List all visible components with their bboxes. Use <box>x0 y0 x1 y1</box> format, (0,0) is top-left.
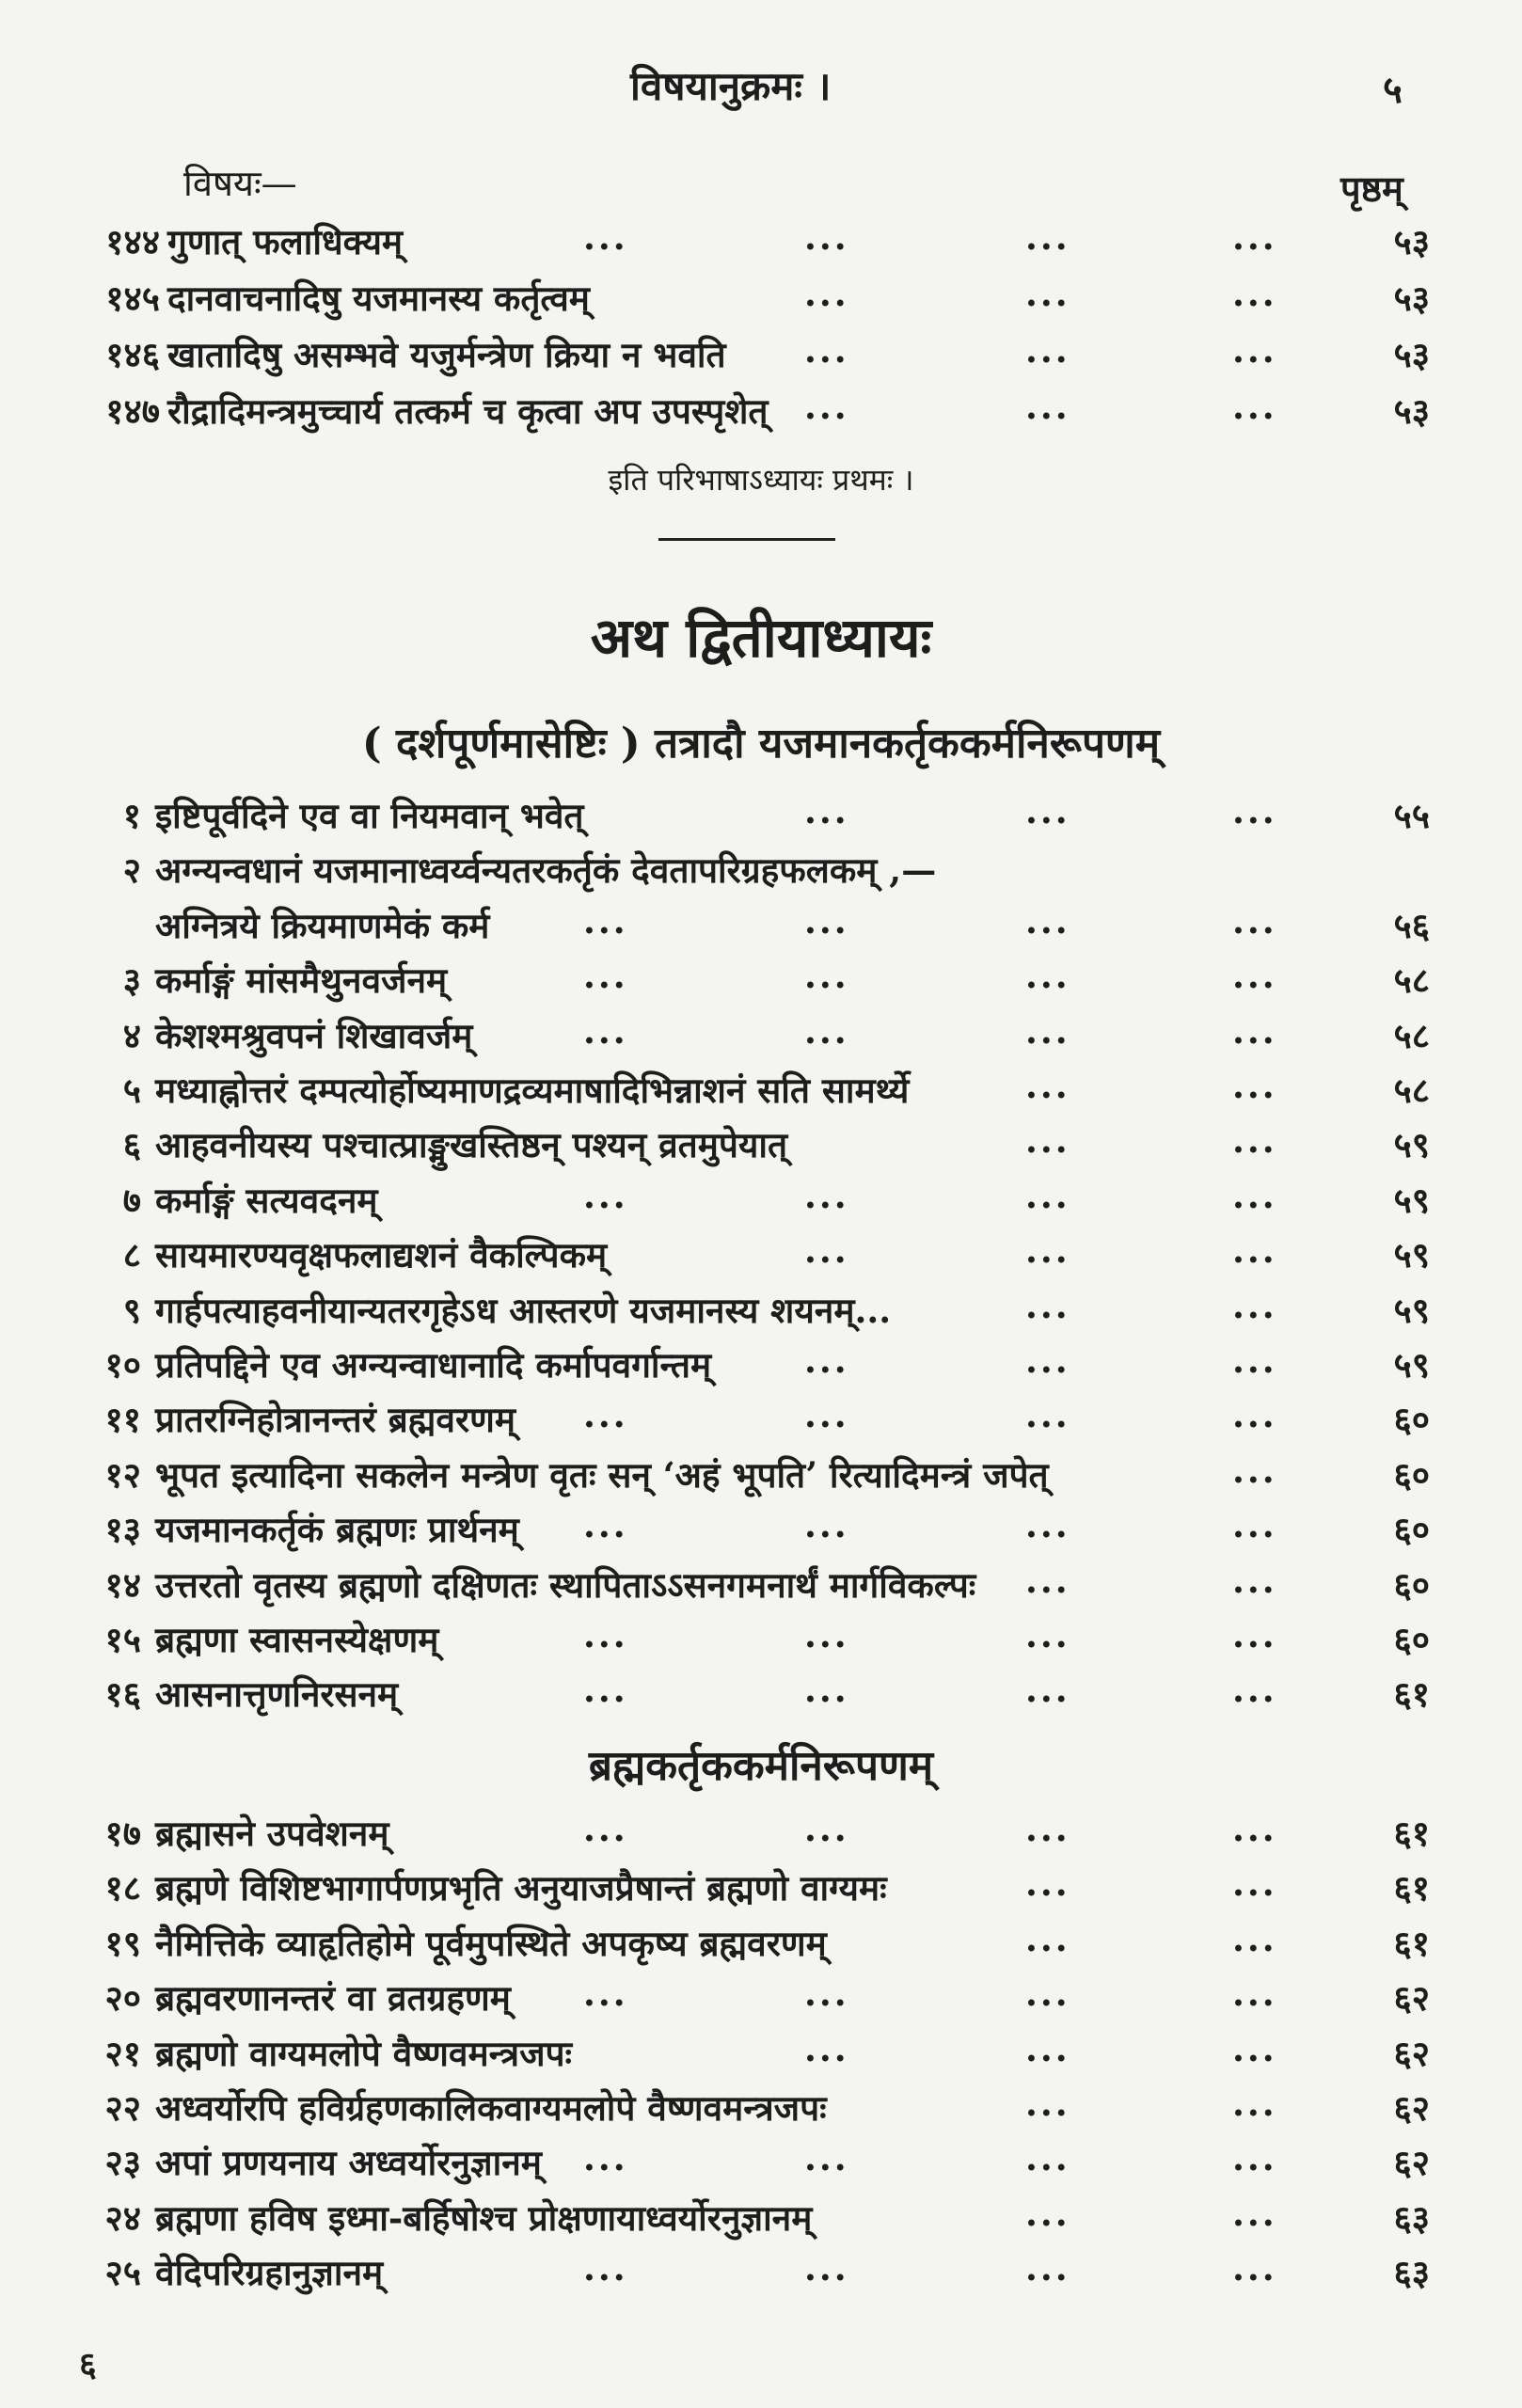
entry-title: आसनात्तृणनिरसनम् <box>155 1673 399 1716</box>
leader-dots: ... <box>1025 2137 1070 2179</box>
leader-dots: ... <box>1025 216 1070 258</box>
leader-dots: ... <box>1232 1174 1277 1216</box>
entry-number: १ <box>122 795 141 836</box>
toc-entry <box>0 1862 1522 1915</box>
leader-dots: ... <box>1232 955 1277 997</box>
entry-number: १४७ <box>105 390 160 432</box>
entry-page: ५९ <box>1393 1234 1430 1276</box>
leader-dots: ... <box>1232 1339 1277 1381</box>
entry-number: ४ <box>122 1014 141 1056</box>
entry-title: अग्नित्रये क्रियमाणमेकं कर्म <box>155 904 490 946</box>
entry-number: ९ <box>122 1289 141 1331</box>
leader-dots: ... <box>1025 2247 1070 2289</box>
toc-entry <box>0 900 1522 953</box>
entry-number: १९ <box>104 1922 141 1964</box>
entry-page: ५६ <box>1393 904 1430 946</box>
leader-dots: ... <box>1232 2137 1277 2179</box>
leader-dots: ... <box>1025 273 1070 314</box>
toc-entry <box>0 1285 1522 1338</box>
entry-number: ८ <box>122 1234 141 1276</box>
entry-title: प्रातरग्निहोत्रानन्तरं ब्रह्मवरणम् <box>155 1399 515 1441</box>
toc-entry <box>0 845 1522 897</box>
leader-dots: ... <box>1232 1449 1277 1491</box>
toc-entry <box>0 1972 1522 2025</box>
leader-dots: ... <box>804 1669 849 1711</box>
entry-number: ११ <box>104 1399 141 1441</box>
leader-dots: ... <box>1232 1559 1277 1601</box>
leader-dots: ... <box>1025 1862 1070 1905</box>
entry-page: ६२ <box>1393 1977 1430 2020</box>
entry-page: ६० <box>1393 1619 1430 1660</box>
subject-column-heading: विषयः— <box>183 163 297 204</box>
leader-dots: ... <box>1025 1504 1070 1546</box>
leader-dots: ... <box>804 216 849 258</box>
leader-dots: ... <box>1232 2027 1277 2069</box>
toc-entry <box>0 1339 1522 1392</box>
leader-dots: ... <box>1025 1917 1070 1959</box>
entry-title: यजमानकर्तृकं ब्रह्मणः प्रार्थनम् <box>155 1509 519 1551</box>
leader-dots: ... <box>583 1808 628 1849</box>
leader-dots: ... <box>804 790 849 832</box>
entry-title: प्रतिपद्दिने एव अग्न्यन्वाधानादि कर्मापवर्गान्तम् <box>155 1344 712 1386</box>
leader-dots: ... <box>1232 790 1277 832</box>
entry-title: सायमारण्यवृक्षफलाद्यशनं वैकल्पिकम् <box>155 1234 608 1276</box>
toc-entry <box>0 1560 1522 1612</box>
entry-page: ५९ <box>1393 1344 1430 1386</box>
leader-dots: ... <box>804 1972 849 2015</box>
leader-dots: ... <box>1025 955 1070 997</box>
leader-dots: ... <box>583 1972 628 2015</box>
entry-number: ३ <box>122 959 141 1002</box>
entry-title: ब्रह्मवरणानन्तरं वा व्रतग्रहणम् <box>155 1977 511 2020</box>
entry-number: १७ <box>104 1813 141 1854</box>
entry-page: ६० <box>1393 1453 1430 1496</box>
leader-dots: ... <box>583 1669 628 1711</box>
leader-dots: ... <box>1025 386 1070 427</box>
leader-dots: ... <box>804 1614 849 1656</box>
entry-title: केशश्मश्रुवपनं शिखावर्जम् <box>155 1014 473 1056</box>
toc-entry <box>0 2247 1522 2300</box>
page-number: ५ <box>1383 68 1403 112</box>
entry-page: ६२ <box>1393 2032 1430 2074</box>
leader-dots: ... <box>1025 1614 1070 1656</box>
leader-dots: ... <box>1232 386 1277 427</box>
entry-number: २३ <box>104 2142 141 2184</box>
entry-number: १२ <box>104 1453 141 1496</box>
chapter-colophon: इति परिभाषाऽध्यायः प्रथमः । <box>608 462 914 498</box>
leader-dots: ... <box>804 1394 849 1436</box>
entry-page: ६२ <box>1393 2142 1430 2184</box>
toc-entry <box>0 1808 1522 1861</box>
leader-dots: ... <box>1232 1917 1277 1959</box>
leader-dots: ... <box>1232 1614 1277 1656</box>
leader-dots: ... <box>1025 899 1070 942</box>
toc-entry <box>0 1394 1522 1447</box>
leader-dots: ... <box>804 1808 849 1849</box>
entry-number: ५ <box>122 1069 141 1111</box>
entry-number: १५ <box>104 1619 141 1660</box>
signature-mark: ६ <box>79 2345 97 2384</box>
leader-dots: ... <box>583 1614 628 1656</box>
leader-dots: ... <box>1232 1284 1277 1326</box>
leader-dots: ... <box>804 955 849 997</box>
entry-number: २५ <box>104 2252 141 2294</box>
entry-title: कर्माङ्गं सत्यवदनम् <box>155 1179 378 1221</box>
toc-entry <box>0 1119 1522 1172</box>
leader-dots: ... <box>583 216 628 258</box>
entry-title: आहवनीयस्य पश्चात्प्राङ्मुखस्तिष्ठन् पश्यन् व्रतमुपेयात् <box>155 1124 788 1166</box>
leader-dots: ... <box>1232 2192 1277 2234</box>
leader-dots: ... <box>804 1229 849 1272</box>
page-column-heading: पृष्ठम् <box>1340 167 1403 210</box>
toc-entry <box>0 216 1522 269</box>
entry-page: ५९ <box>1393 1124 1430 1166</box>
leader-dots: ... <box>1232 1808 1277 1849</box>
entry-number: २४ <box>104 2196 141 2239</box>
entry-title: खातादिषु असम्भवे यजुर्मन्त्रेण क्रिया न भवति <box>167 334 726 375</box>
entry-number: १४४ <box>105 221 160 262</box>
leader-dots: ... <box>1025 2083 1070 2124</box>
leader-dots: ... <box>804 329 849 371</box>
leader-dots: ... <box>1232 1394 1277 1436</box>
entry-number: ७ <box>122 1179 141 1221</box>
leader-dots: ... <box>1025 1229 1070 1272</box>
leader-dots: ... <box>583 2137 628 2179</box>
leader-dots: ... <box>1025 1808 1070 1849</box>
entry-title: ब्रह्मणा स्वासनस्येक्षणम् <box>155 1619 439 1660</box>
leader-dots: ... <box>804 899 849 942</box>
chapter-title: अथ द्वितीयाध्यायः <box>590 606 932 670</box>
leader-dots: ... <box>1232 329 1277 371</box>
leader-dots: ... <box>1232 1065 1277 1106</box>
leader-dots: ... <box>583 1394 628 1436</box>
entry-title: भूपत इत्यादिना सकलेन मन्त्रेण वृतः सन् ‘अहं भूपति’ रित्यादिमन्त्रं जपेत् <box>155 1453 1049 1496</box>
entry-title: अध्वर्योरपि हविर्ग्रहणकालिकवाग्यमलोपे वैष्णवमन्त्रजपः <box>155 2087 827 2129</box>
entry-title: वेदिपरिग्रहानुज्ञानम् <box>155 2252 384 2294</box>
leader-dots: ... <box>1025 1119 1070 1162</box>
leader-dots: ... <box>1025 1065 1070 1106</box>
leader-dots: ... <box>583 1504 628 1546</box>
leader-dots: ... <box>1232 2083 1277 2124</box>
entry-title: रौद्रादिमन्त्रमुच्चार्य तत्कर्म च कृत्वा अप उपस्पृशेत् <box>167 390 769 432</box>
entry-title: नैमित्तिके व्याहृतिहोमे पूर्वमुपस्थिते अपकृष्य ब्रह्मवरणम् <box>155 1922 827 1964</box>
toc-entry <box>0 2028 1522 2081</box>
leader-dots: ... <box>804 2247 849 2289</box>
divider-rule <box>658 538 835 541</box>
entry-page: ५३ <box>1393 390 1430 432</box>
entry-number: १३ <box>104 1509 141 1551</box>
section-title-yajamana: ( दर्शपूर्णमासेष्टिः ) तत्रादौ यजमानकर्तृककर्मनिरूपणम् <box>361 720 1161 768</box>
toc-entry <box>0 273 1522 325</box>
toc-entry <box>0 1065 1522 1117</box>
leader-dots: ... <box>804 1504 849 1546</box>
toc-entry <box>0 790 1522 843</box>
leader-dots: ... <box>583 1174 628 1216</box>
entry-title: उत्तरतो वृतस्य ब्रह्मणो दक्षिणतः स्थापिताऽऽसनगमनार्थं मार्गविकल्पः <box>155 1563 976 1606</box>
leader-dots: ... <box>1232 1669 1277 1711</box>
entry-page: ६३ <box>1393 2252 1430 2294</box>
leader-dots: ... <box>1025 1669 1070 1711</box>
toc-entry <box>0 1918 1522 1971</box>
entry-page: ५८ <box>1393 1069 1430 1111</box>
entry-number: १८ <box>104 1867 141 1909</box>
leader-dots: ... <box>1025 2192 1070 2234</box>
leader-dots: ... <box>583 2247 628 2289</box>
entry-title: ब्रह्मणो वाग्यमलोपे वैष्णवमन्त्रजपः <box>155 2032 573 2074</box>
entry-number: १४६ <box>105 334 160 375</box>
entry-title: अपां प्रणयनाय अध्वर्योरनुज्ञानम् <box>155 2142 542 2184</box>
leader-dots: ... <box>1232 1862 1277 1905</box>
leader-dots: ... <box>804 2027 849 2069</box>
leader-dots: ... <box>1232 273 1277 314</box>
toc-entry <box>0 386 1522 438</box>
running-header <box>0 58 1522 115</box>
leader-dots: ... <box>804 1009 849 1052</box>
entry-page: ५८ <box>1393 1014 1430 1056</box>
leader-dots: ... <box>583 955 628 997</box>
entry-title: ब्रह्मासने उपवेशनम् <box>155 1813 389 1854</box>
entry-number: २२ <box>104 2087 141 2129</box>
entry-number: २० <box>104 1977 141 2020</box>
leader-dots: ... <box>804 1174 849 1216</box>
section-title-brahma: ब्रह्मकर्तृककर्मनिरूपणम् <box>588 1742 934 1790</box>
toc-entry <box>0 2193 1522 2245</box>
entry-page: ५३ <box>1393 221 1430 262</box>
leader-dots: ... <box>1025 1339 1070 1381</box>
entry-number: १४ <box>104 1563 141 1606</box>
entry-page: ५९ <box>1393 1179 1430 1221</box>
leader-dots: ... <box>1232 1504 1277 1546</box>
entry-title: दानवाचनादिषु यजमानस्य कर्तृत्वम् <box>167 277 590 319</box>
entry-page: ६१ <box>1393 1813 1430 1854</box>
leader-dots: ... <box>1025 2027 1070 2069</box>
leader-dots: ... <box>1232 1009 1277 1052</box>
leader-dots: ... <box>1025 1394 1070 1436</box>
leader-dots: ... <box>1232 1119 1277 1162</box>
entry-page: ६३ <box>1393 2196 1430 2239</box>
entry-page: ६० <box>1393 1509 1430 1551</box>
toc-entry <box>0 1614 1522 1667</box>
entry-page: ५८ <box>1393 959 1430 1002</box>
entry-title: अग्न्यन्वधानं यजमानाध्वर्य्वन्यतरकर्तृकं देवतापरिग्रहफलकम् ,— <box>155 849 937 892</box>
entry-number: २१ <box>104 2032 141 2074</box>
leader-dots: ... <box>583 899 628 942</box>
leader-dots: ... <box>1025 329 1070 371</box>
entry-number: १६ <box>104 1673 141 1716</box>
toc-entry <box>0 1504 1522 1557</box>
toc-entry <box>0 955 1522 1007</box>
toc-entry <box>0 1010 1522 1063</box>
leader-dots: ... <box>1025 1559 1070 1601</box>
entry-number: २ <box>122 849 141 892</box>
leader-dots: ... <box>1232 1972 1277 2015</box>
entry-number: १४५ <box>105 277 160 319</box>
toc-entry <box>0 2137 1522 2190</box>
leader-dots: ... <box>1025 790 1070 832</box>
entry-page: ६० <box>1393 1563 1430 1606</box>
leader-dots: ... <box>1232 1229 1277 1272</box>
leader-dots: ... <box>1025 1174 1070 1216</box>
leader-dots: ... <box>1025 1972 1070 2015</box>
entry-number: १० <box>104 1344 141 1386</box>
toc-entry <box>0 1669 1522 1721</box>
column-headings <box>0 158 1522 210</box>
leader-dots: ... <box>1232 899 1277 942</box>
entry-title: इष्टिपूर्वदिने एव वा नियमवान् भवेत् <box>155 795 584 836</box>
entry-page: ५५ <box>1393 795 1430 836</box>
entry-page: ६० <box>1393 1399 1430 1441</box>
leader-dots: ... <box>804 2137 849 2179</box>
entry-page: ६१ <box>1393 1673 1430 1716</box>
entry-number: ६ <box>122 1124 141 1166</box>
leader-dots: ... <box>1232 2247 1277 2289</box>
entry-page: ६१ <box>1393 1867 1430 1909</box>
toc-entry <box>0 2083 1522 2135</box>
toc-entry <box>0 1229 1522 1282</box>
entry-page: ५३ <box>1393 334 1430 375</box>
leader-dots: ... <box>804 273 849 314</box>
entry-page: ५९ <box>1393 1289 1430 1331</box>
entry-page: ६१ <box>1393 1922 1430 1964</box>
leader-dots: ... <box>804 1339 849 1381</box>
running-title: विषयानुक्रमः । <box>630 63 832 109</box>
entry-page: ५३ <box>1393 277 1430 319</box>
toc-entry <box>0 329 1522 382</box>
toc-entry <box>0 1450 1522 1502</box>
leader-dots: ... <box>583 1009 628 1052</box>
entry-page: ६२ <box>1393 2087 1430 2129</box>
leader-dots: ... <box>804 386 849 427</box>
entry-title: ब्रह्मणे विशिष्टभागार्पणप्रभृति अनुयाजप्रैषान्तं ब्रह्मणो वाग्यमः <box>155 1867 887 1909</box>
entry-title: मध्याह्नोत्तरं दम्पत्योर्होष्यमाणद्रव्यमाषादिभिन्नाशनं सति सामर्थ्ये <box>155 1069 910 1111</box>
toc-entry <box>0 1175 1522 1228</box>
entry-title: कर्माङ्गं मांसमैथुनवर्जनम् <box>155 959 448 1002</box>
leader-dots: ... <box>1025 1009 1070 1052</box>
entry-title: गार्हपत्याहवनीयान्यतरगृहेऽध आस्तरणे यजमानस्य शयनम्... <box>155 1289 892 1331</box>
entry-title: ब्रह्मणा हविष इध्मा-बर्हिषोश्च प्रोक्षणायाध्वर्योरनुज्ञानम् <box>155 2196 813 2239</box>
leader-dots: ... <box>1232 216 1277 258</box>
entry-title: गुणात् फलाधिक्यम् <box>167 221 404 262</box>
leader-dots: ... <box>1025 1284 1070 1326</box>
